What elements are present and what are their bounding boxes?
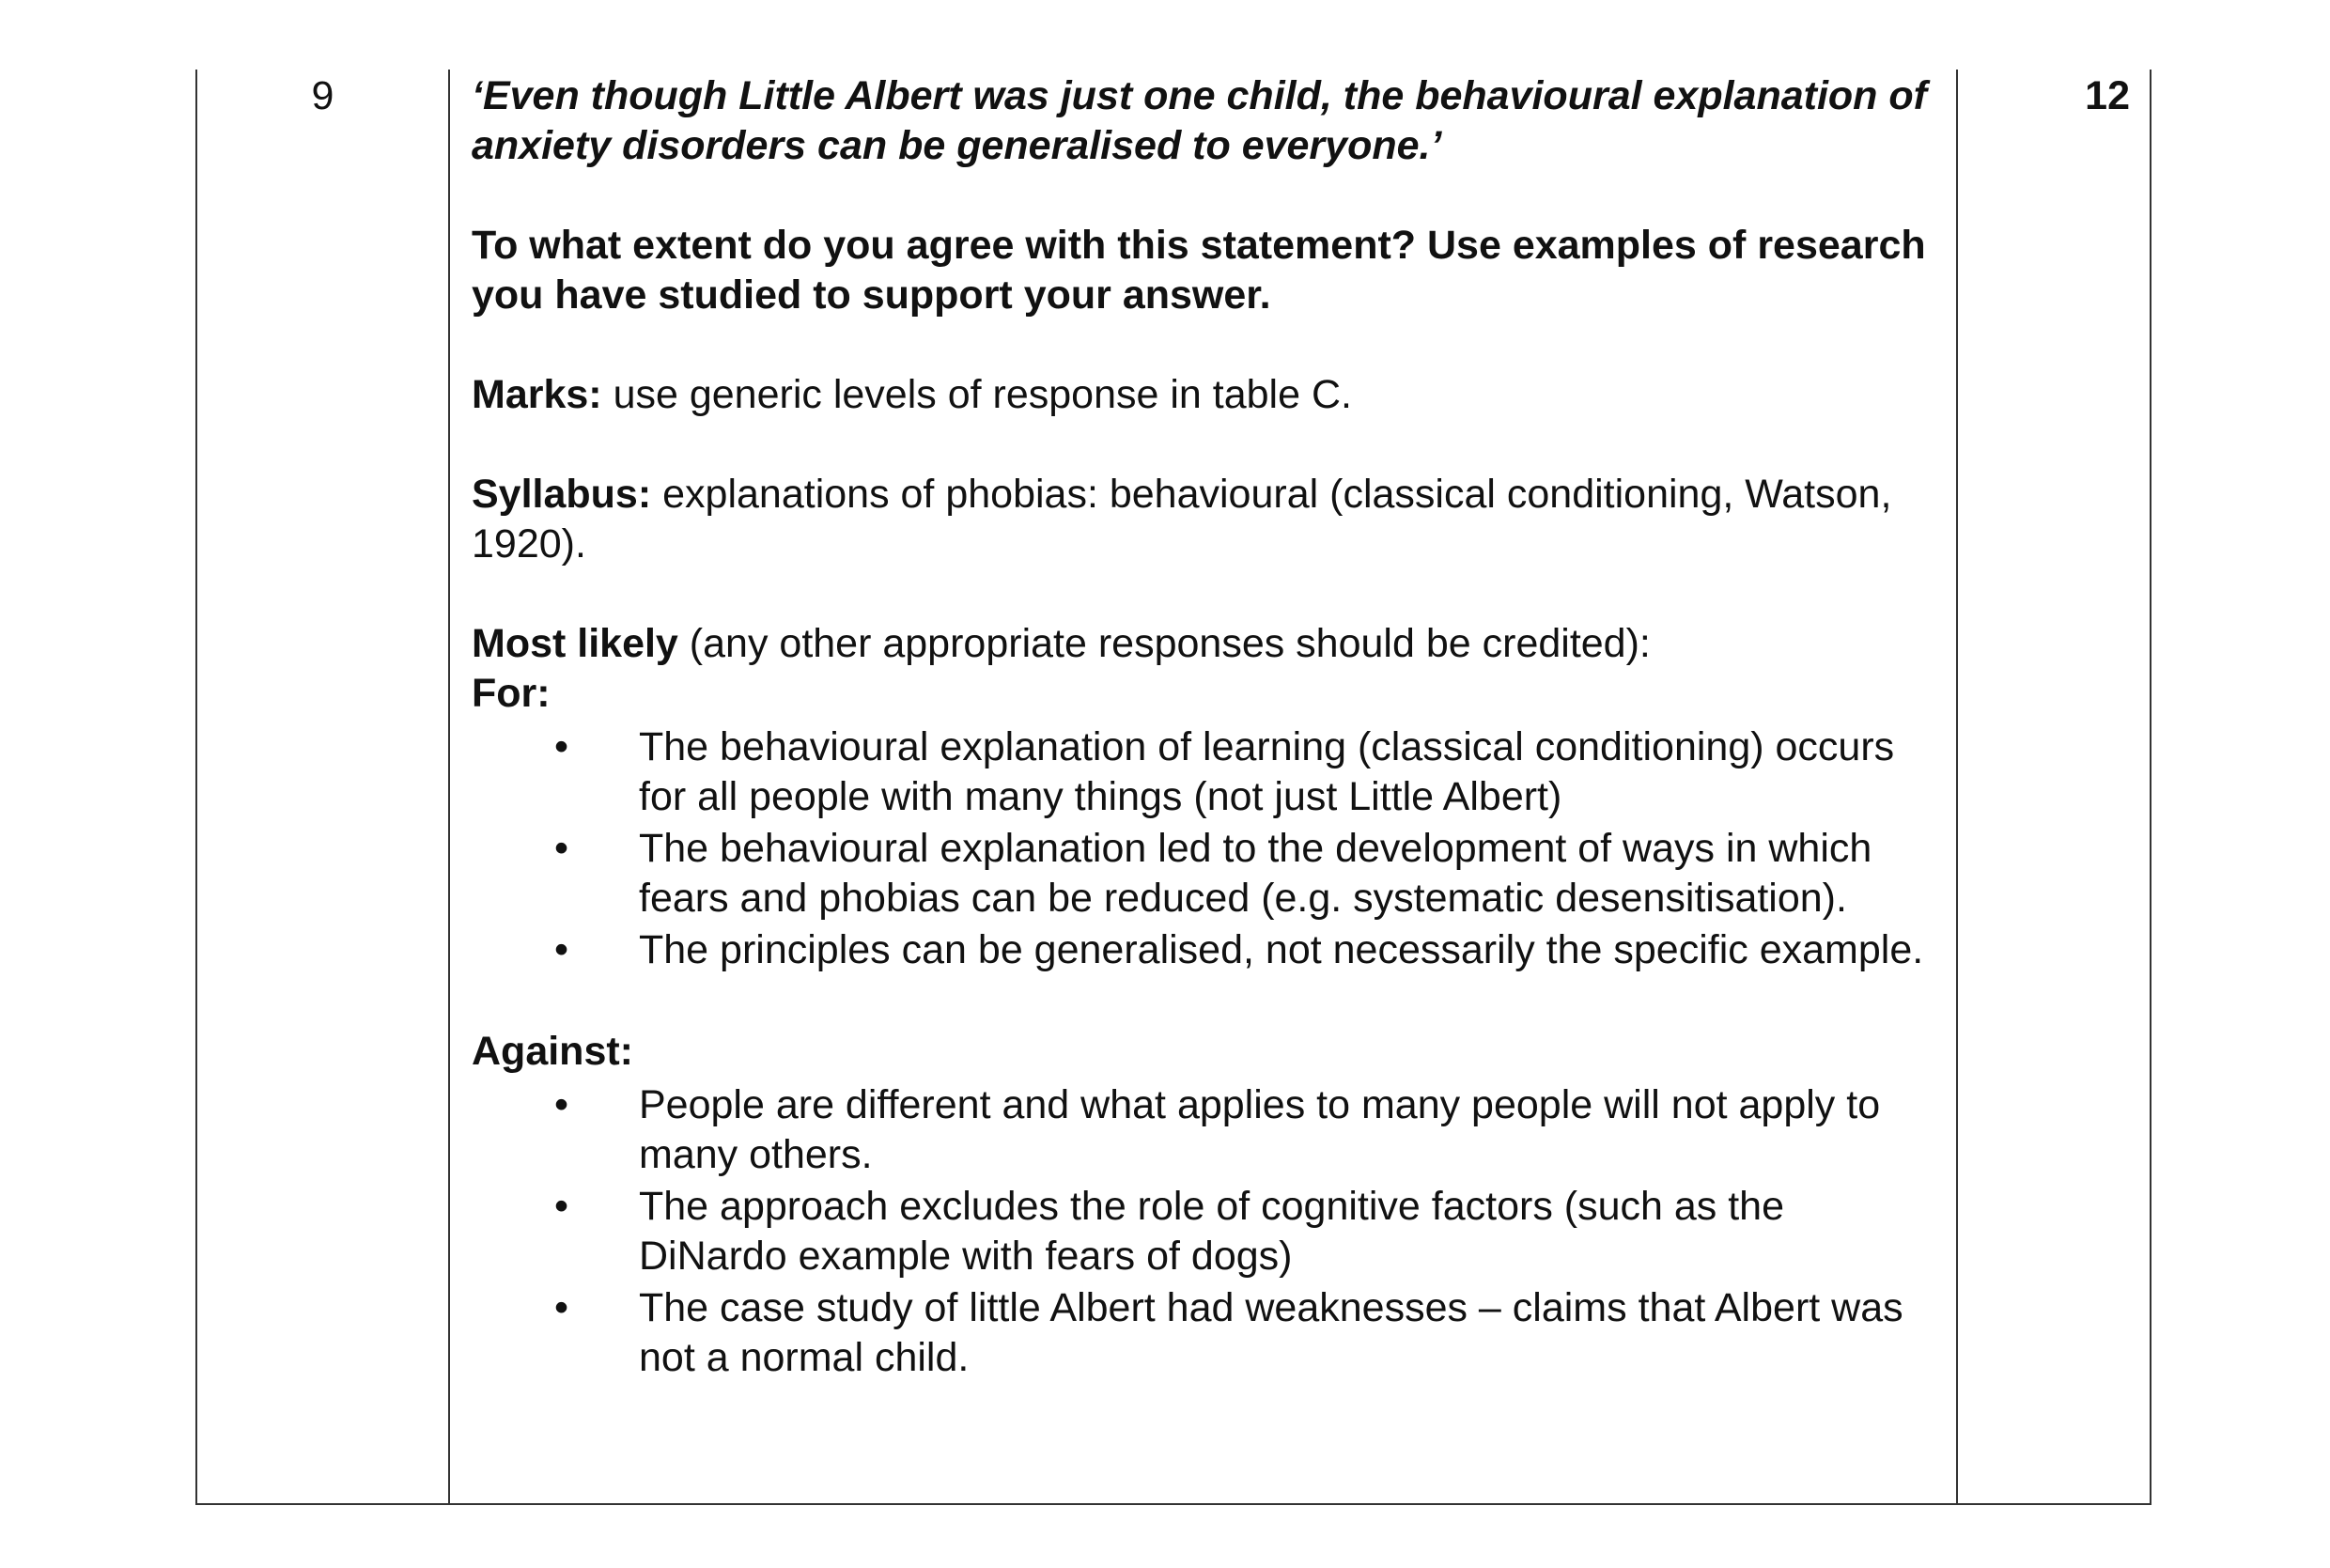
list-item: • The case study of little Albert had weaknesses – claims that Albert was not a normal child. xyxy=(554,1285,1903,1380)
most-likely-text: (any other appropriate responses should be credited): xyxy=(677,621,1651,666)
answer-guidance xyxy=(472,71,1937,1385)
list-item: • The behavioural explanation of learning (classical conditioning) occurs for all people with many things (not just Little Albert) xyxy=(554,724,1895,819)
list-item: • The principles can be generalised, not necessarily the specific example. xyxy=(472,925,1937,975)
most-likely-line xyxy=(472,619,1937,669)
list-item: • People are different and what applies to many people will not apply to many others. xyxy=(554,1082,1881,1177)
question-quote: ‘Even though Little Albert was just one child, the behavioural explanation of anxiety disorders can be generalised to everyone.’ xyxy=(472,73,1927,168)
bullet-icon: • xyxy=(554,1285,569,1330)
bullet-icon: • xyxy=(554,724,569,769)
syllabus-text: explanations of phobias: behavioural (classical conditioning, Watson, 1920). xyxy=(472,472,1892,567)
for-heading: For: xyxy=(472,671,551,716)
bullet-icon: • xyxy=(554,1184,569,1229)
column-divider-left xyxy=(448,70,450,1503)
most-likely-label: Most likely xyxy=(472,621,678,666)
bullet-icon: • xyxy=(554,927,569,972)
marks-line xyxy=(472,370,1937,420)
against-heading: Against: xyxy=(472,1029,633,1074)
against-list xyxy=(472,1080,1937,1383)
syllabus-label: Syllabus: xyxy=(472,472,652,517)
question-number: 9 xyxy=(311,73,334,118)
question-instruction: To what extent do you agree with this statement? Use examples of research you have studied to support your answer. xyxy=(472,223,1926,318)
column-divider-right xyxy=(1956,70,1958,1503)
question-marks: 12 xyxy=(2085,73,2130,118)
for-list xyxy=(472,722,1937,975)
bullet-icon: • xyxy=(554,1082,569,1127)
syllabus-line xyxy=(472,470,1937,569)
mark-scheme-table xyxy=(195,70,2151,1505)
marks-text: use generic levels of response in table C. xyxy=(601,372,1352,417)
bullet-icon: • xyxy=(554,826,569,871)
list-item: • The approach excludes the role of cognitive factors (such as the DiNardo example with fears of dogs) xyxy=(554,1184,1785,1279)
list-item: • The behavioural explanation led to the development of ways in which fears and phobias can be reduced (e.g. systematic desensitisation). xyxy=(554,826,1872,921)
marks-label: Marks: xyxy=(472,372,602,417)
